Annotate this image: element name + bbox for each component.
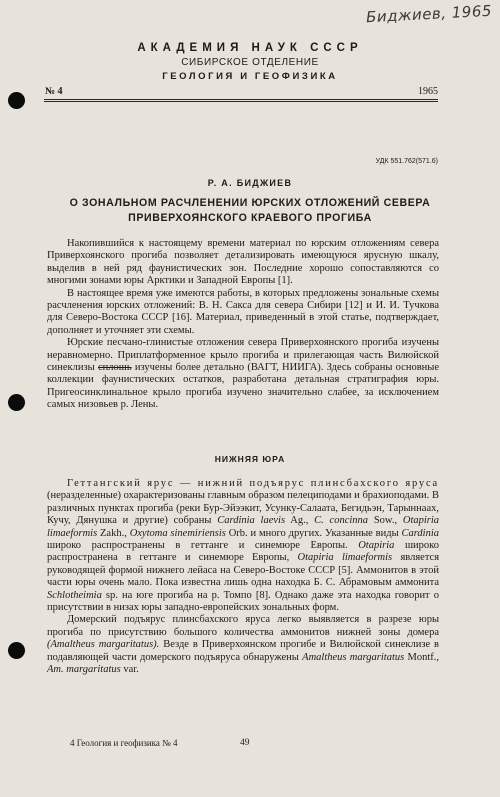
stage-name-spaced: Геттангский ярус — нижний подъярус плинсбахского яруса: [67, 478, 439, 489]
masthead-branch: СИБИРСКОЕ ОТДЕЛЕНИЕ: [181, 57, 319, 68]
intro-paragraph-1: Накопившийся к настоящему времени материал по юрским отложениям севера Приверхоянского прогиба позволяет детализировать имеющуюся ярусную шкалу, выделив в ней ряд фаунистических зон. Последние хорошо сопоставляются со многими зонами юры Арктики и Западной Европы [1].: [47, 238, 439, 287]
species-name: Oxytoma sinemiriensis: [129, 527, 226, 539]
masthead-academy: АКАДЕМИЯ НАУК СССР: [137, 42, 363, 54]
intro-p3-end: изучены более детально (ВАГТ, НИИГА). Здесь собраны основные коллекции фаунистических остатков, разработана детальная стратиграфия юры. Пригеосинклинальное крыло прогиба изучено значительно слабее, за исключением самых низовьев р. Лены.: [47, 362, 439, 411]
udk-code: УДК 551.762(571.6): [375, 158, 438, 165]
intro-p3-start: Юрские песчано-глинистые отложения севера Приверхоянского прогиба изучены неравномерно. Приплатформенное крыло прогиба и прилегающая часть Вилюйской синеклизы: [47, 337, 439, 374]
intro-paragraph-2: В настоящее время уже имеются работы, в которых предложены зональные схемы расчленения юрских отложений: В. Н. Сакса для севера Сибири [12] и И. И. Тучкова для Северо-Востока СССР [16]. Материал, приведенный в этой статье, подтверждает, дополняет и уточняет эти схемы.: [47, 287, 439, 336]
punch-hole-bottom: [8, 642, 25, 659]
species-name: Am. margaritatus: [47, 664, 121, 676]
masthead-journal: ГЕОЛОГИЯ И ГЕОФИЗИКА: [162, 71, 338, 82]
punch-hole-top: [8, 92, 25, 109]
species-name: Cardinia: [401, 527, 440, 539]
text-run: Везде в Приверхоянском прогибе и Вилюйской синеклизе в подавляющей части домерского подъяруса обнаружены: [47, 639, 440, 663]
body-text: [47, 478, 439, 677]
text-run: (неразделенные) охарактеризованы главным образом пелециподами и брахиоподами. В различных пунктах прогиба (реки Бур-Эйээкит, Усунку-Салаата, Бегидьэн, Тарыннаах, Кучу, Дянушка и другие) собраны: [47, 490, 439, 527]
species-name: C. concinna: [314, 515, 369, 527]
text-run: широко распространена в геттанге и синемюре Европы,: [47, 540, 439, 564]
body-paragraph-1: [47, 478, 439, 614]
species-name: Otapiria limaeformis: [47, 515, 440, 539]
text-run: является руководящей формой нижнего лейаса на Северо-Востоке СССР [5]. Аммонитов в этой части юры очень мало. Пока известна лишь одна находка Б. С. Абрамовым аммонита: [47, 552, 440, 589]
punch-hole-middle: [8, 394, 25, 411]
text-run: Sow.,: [373, 515, 398, 527]
author-name: Р. А. БИДЖИЕВ: [207, 178, 293, 188]
intro-text: [47, 238, 439, 412]
text-run: Ag.,: [290, 515, 309, 527]
text-run: Домерский подъярус плинсбахского яруса легко выявляется в разрезе юры прогиба по присутствию большого количества аммонитов нижней зоны домера: [47, 614, 439, 638]
body-paragraph-2: [47, 614, 439, 676]
text-run: широко распространены в геттанге и синемюре Европы.: [47, 540, 348, 552]
header-rule-2: [44, 101, 438, 102]
section-heading: НИЖНЯЯ ЮРА: [214, 454, 286, 464]
text-run: Montf.,: [407, 651, 440, 663]
handwritten-note: Биджиев, 1965: [365, 1, 493, 27]
species-name: Otapiria: [358, 540, 395, 552]
page-number: 49: [240, 738, 250, 748]
text-run: Orb. и много других. Указанные виды: [228, 527, 399, 539]
species-name: Otapiria limaeformis: [297, 552, 393, 564]
header-rule-1: [44, 99, 438, 100]
issue-number: № 4: [45, 86, 63, 97]
text-run: var.: [123, 664, 139, 676]
intro-paragraph-3: [47, 337, 439, 411]
footer-journal-ref: 4 Геология и геофизика № 4: [70, 738, 178, 748]
species-name: Cardinia laevis: [217, 515, 286, 527]
article-title: О ЗОНАЛЬНОМ РАСЧЛЕНЕНИИ ЮРСКИХ ОТЛОЖЕНИЙ СЕВЕРА ПРИВЕРХОЯНСКОГО КРАЕВОГО ПРОГИБА: [69, 197, 431, 224]
struck-word: сплошь: [97, 362, 132, 374]
issue-year: 1965: [418, 86, 438, 97]
text-run: sp. на юге прогиба на р. Томпо [8]. Однако даже эта находка говорит о присутствии в низах юры западно-европейских зональных форм.: [47, 589, 439, 614]
text-run: Zakh.,: [100, 527, 127, 539]
species-name: Schlotheimia: [47, 589, 102, 601]
species-name: Amaltheus margaritatus: [302, 651, 405, 663]
species-name: (Amaltheus margaritatus).: [47, 639, 160, 651]
